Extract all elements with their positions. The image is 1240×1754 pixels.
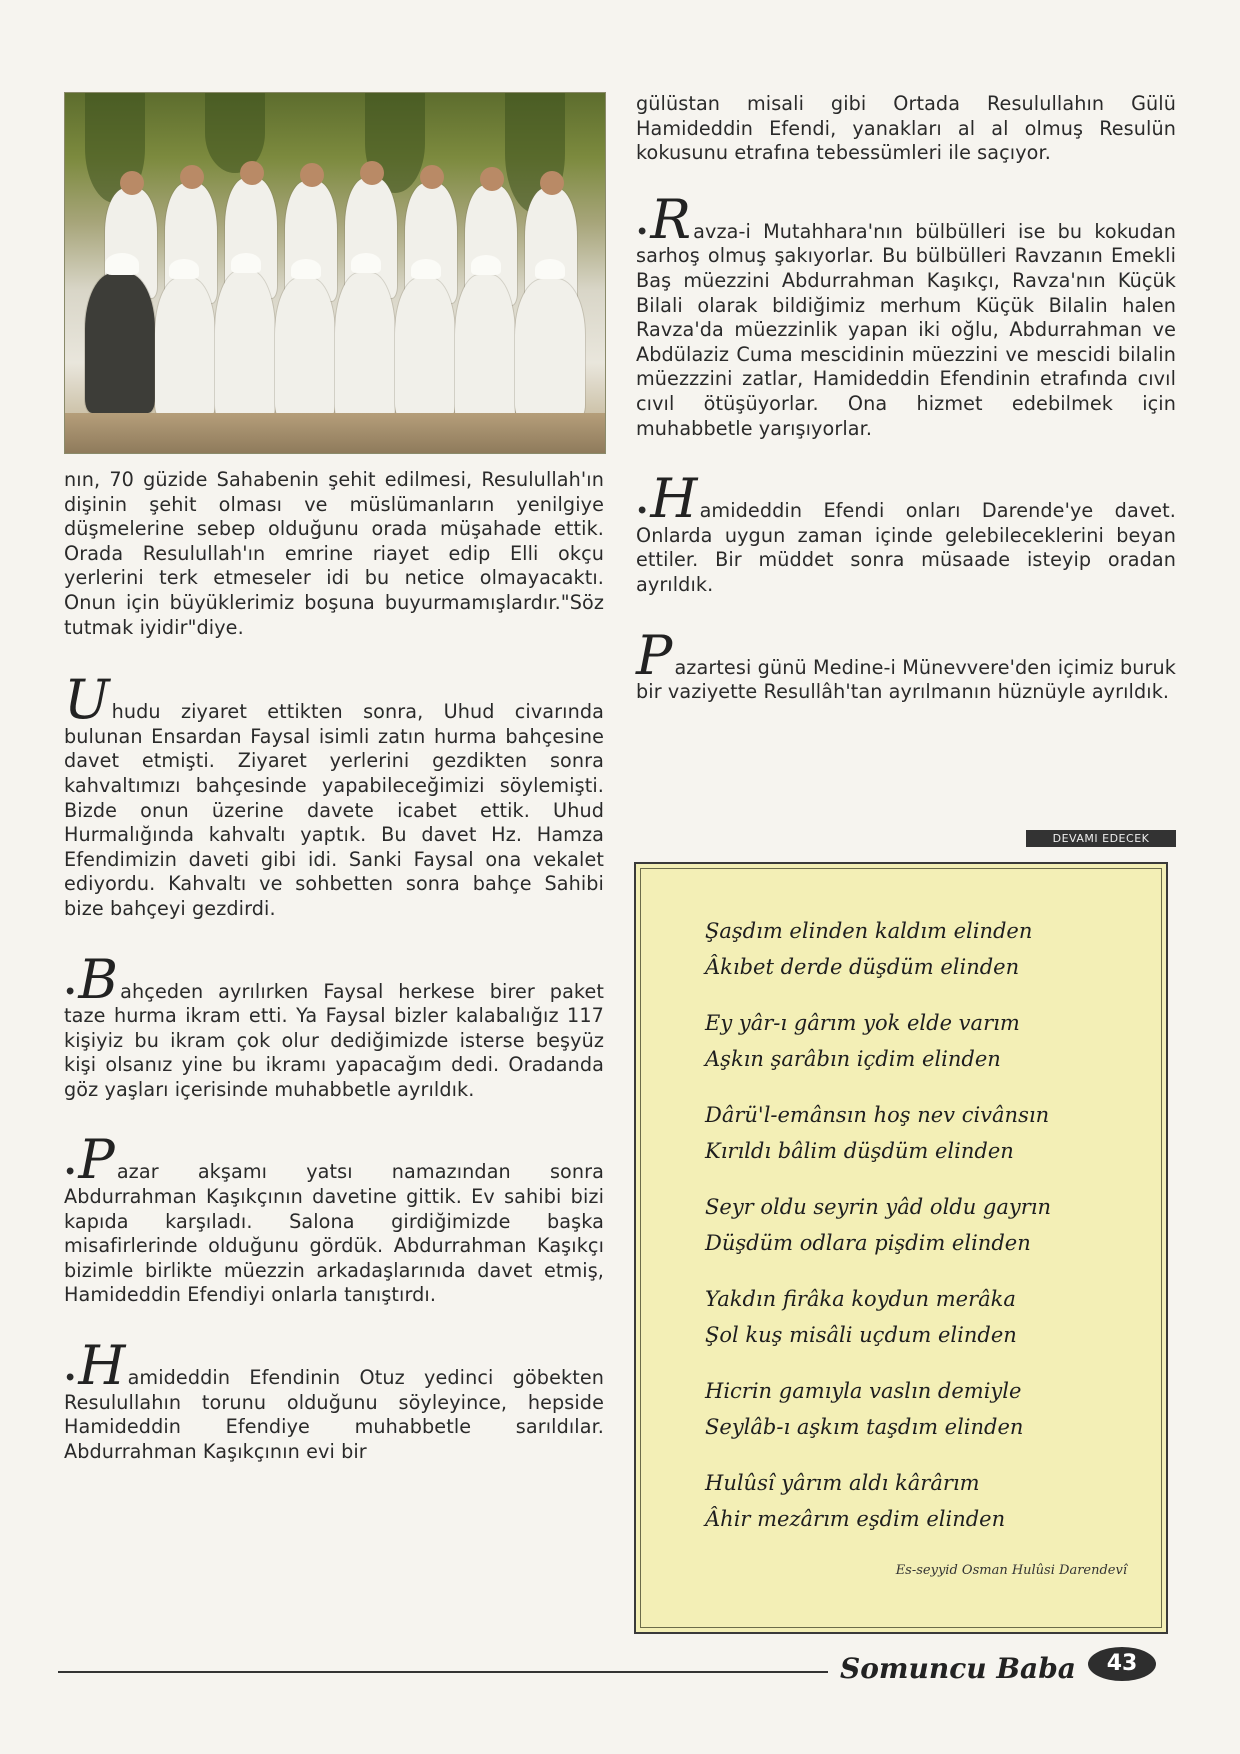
poem-verse: Düşdüm odlara pişdim elinden: [705, 1231, 1031, 1255]
poem-verse: Dârü'l-emânsın hoş nev civânsın: [705, 1103, 1050, 1127]
paragraph-bahce: [64, 947, 604, 1103]
poem-verse: Seyr oldu seyrin yâd oldu gayrın: [705, 1195, 1052, 1219]
person-figure: [155, 278, 215, 418]
poem-verse: Kırıldı bâlim düşdüm elinden: [705, 1139, 1014, 1163]
drop-cap: U: [64, 668, 110, 732]
poem-stanza: [705, 913, 1161, 985]
paragraph-text: ahçeden ayrılırken Faysal herkese birer paket taze hurma ikram etti. Ya Faysal bizler kalabalığız 117 kişiyiz bu ikram çok olur dediğimizde isterse beşyüz kişi olsanız yine bu ikramı yapacağım dedi. Oradanda göz yaşları içerisinde muhabbetle ayrıldık.: [64, 979, 604, 1101]
person-cap: [351, 253, 381, 273]
drop-cap: P: [78, 1128, 115, 1192]
bullet-dot: •: [636, 499, 649, 523]
person-cap: [411, 259, 441, 279]
poem-verse: Aşkın şarâbın içdim elinden: [705, 1047, 1001, 1071]
bullet-dot: •: [636, 219, 649, 243]
paragraph-davet: [636, 467, 1176, 597]
poem-verse: Hulûsî yârım aldı kârârım: [705, 1471, 980, 1495]
person-cap: [535, 259, 565, 279]
poem-inner-frame: [640, 868, 1162, 1628]
person-figure: [275, 278, 335, 418]
drop-cap: P: [636, 623, 673, 687]
person-figure: [335, 273, 395, 423]
bullet-dot: •: [64, 1160, 77, 1184]
paragraph-text: amideddin Efendinin Otuz yedinci göbekten Resulullahın torunu olduğunu söyleyince, hepside Hamideddin Efendiye muhabbetle sarıldılar. Abdurrahman Kaşıkçının evi bir: [64, 1366, 604, 1463]
drop-cap: H: [650, 467, 698, 531]
group-photo: [64, 92, 606, 454]
person-cap: [291, 259, 321, 279]
person-figure: [395, 278, 455, 418]
drop-cap: R: [650, 187, 692, 251]
poem-stanza: [705, 1281, 1161, 1353]
poem-stanza: [705, 1189, 1161, 1261]
continued-badge: DEVAMI EDECEK: [1026, 830, 1176, 847]
bullet-dot: •: [64, 979, 77, 1003]
person-figure: [215, 271, 275, 421]
paragraph-pazartesi: [636, 623, 1176, 705]
person-figure: [455, 275, 515, 425]
poem-verse: Âhir mezârım eşdim elinden: [705, 1507, 1006, 1531]
poem-author: Es-seyyid Osman Hulûsi Darendevî: [895, 1563, 1127, 1578]
poem-verse: Yakdın firâka koydun merâka: [705, 1287, 1016, 1311]
paragraph-uhud: [64, 668, 604, 921]
person-head: [240, 161, 264, 185]
person-cap: [105, 253, 139, 275]
poem-verse: Şaşdım elinden kaldım elinden: [705, 919, 1033, 943]
poem-stanza: [705, 1005, 1161, 1077]
poem-verse: Ey yâr-ı gârım yok elde varım: [705, 1011, 1020, 1035]
bullet-dot: •: [64, 1366, 77, 1390]
person-head: [300, 163, 324, 187]
paragraph-text: hudu ziyaret ettikten sonra, Uhud civarında bulunan Ensardan Faysal isimli zatın hurma bahçesine davet etmişti. Ziyaret yerlerini gezdikten sonra kahvaltımızı bahçesinde yapabileceğimizi söylemişti. Bizde onun üzerine davete icabet ettik. Uhud Hurmalığında kahvaltı yaptık. Bu davet Hz. Hamza Efendimizin daveti gibi idi. Sanki Faysal ona vekalet ediyordu. Kahvaltı ve sohbetten sonra bahçe Sahibi bize bahçeyi gezdirdi.: [64, 700, 604, 920]
person-head: [540, 171, 564, 195]
person-head: [180, 165, 204, 189]
poem-stanza: [705, 1373, 1161, 1445]
poem-verse: Seylâb-ı aşkım taşdım elinden: [705, 1415, 1024, 1439]
right-column: [636, 92, 1176, 743]
person-figure: [515, 279, 585, 419]
paragraph-text: azar akşamı yatsı namazından sonra Abdurrahman Kaşıkçının davetine gittik. Ev sahibi bizi kapıda karşıladı. Salona girdiğimizde başka misafirlerinde olduğunu gördük. Abdurrahman Kaşıkçı bizimle birlikte müezzin arkadaşlarınıda davet etmiş, Hamideddin Efendiyi onlarla tanıştırdı.: [64, 1160, 604, 1307]
poem-verse: Hicrin gamıyla vaslın demiyle: [705, 1379, 1022, 1403]
paragraph-text: azartesi günü Medine-i Münevvere'den içimiz buruk bir vaziyette Resullâh'tan ayrılmanın hüznüyle ayrıldık.: [636, 655, 1176, 704]
paragraph-pazar: [64, 1128, 604, 1308]
person-head: [120, 171, 144, 195]
page-number: 43: [1088, 1647, 1156, 1681]
drop-cap: H: [78, 1334, 126, 1398]
poem-verse: Şol kuş misâli uçdum elinden: [705, 1323, 1017, 1347]
paragraph: gülüstan misali gibi Ortada Resulullahın Gülü Hamideddin Efendi, yanakları al al olmuş Resulün kokusunu etrafına tebessümleri ile saçıyor.: [636, 92, 1176, 165]
person-cap: [471, 255, 501, 275]
paragraph-hamideddin: [64, 1334, 604, 1464]
left-column: [64, 92, 604, 1502]
person-cap: [231, 253, 261, 273]
person-head: [420, 165, 444, 189]
poem-stanza: [705, 1097, 1161, 1169]
ground: [65, 413, 605, 453]
person-figure: [85, 273, 155, 413]
person-head: [480, 167, 504, 191]
paragraph-ravza: [636, 187, 1176, 441]
poem-verse: Âkıbet derde düşdüm elinden: [705, 955, 1020, 979]
poem-stanza: [705, 1465, 1161, 1537]
drop-cap: B: [78, 947, 119, 1011]
footer-rule: [58, 1671, 828, 1673]
paragraph-text: avza-i Mutahhara'nın bülbülleri ise bu kokudan sarhoş olmuş şakıyorlar. Bu bülbülleri Ravzanın Emekli Baş müezzini Abdurrahman Kaşıkçı, Ravza'nın Küçük Bilali olarak bildiğimiz merhum Küçük Bilalin halen Ravza'da müezzinlik yapan iki oğlu, Abdurrahman ve Abdülaziz Cuma mescidinin müezzini ve mescidi bilalin müezzzini zatlar, Hamideddin Efendinin etrafında cıvıl cıvıl ötüşüyorlar. Ona hizmet edebilmek için muhabbetle yarışıyorlar.: [636, 219, 1176, 440]
magazine-brand: Somuncu Baba: [840, 1652, 1076, 1685]
poem-box: [634, 862, 1168, 1634]
person-cap: [169, 259, 199, 279]
person-head: [360, 161, 384, 185]
paragraph-text: amideddin Efendi onları Darende'ye davet. Onlarda uygun zaman içinde gelebileceklerini beyan ettiler. Bir müddet sonra müsaade isteyip oradan ayrıldık.: [636, 499, 1176, 596]
paragraph: nın, 70 güzide Sahabenin şehit edilmesi, Resulullah'ın dişinin şehit olması ve müslümanların yenilgiye düşmelerine sebep olduğunu orada müşahade ettik. Orada Resulullah'ın emrine riayet edip Elli okçu yerlerini terk etmeseler idi bu netice olmayacaktı. Onun için büyüklerimiz boşuna buyurmamışlardır."Söz tutmak iyidir"diye.: [64, 468, 604, 639]
